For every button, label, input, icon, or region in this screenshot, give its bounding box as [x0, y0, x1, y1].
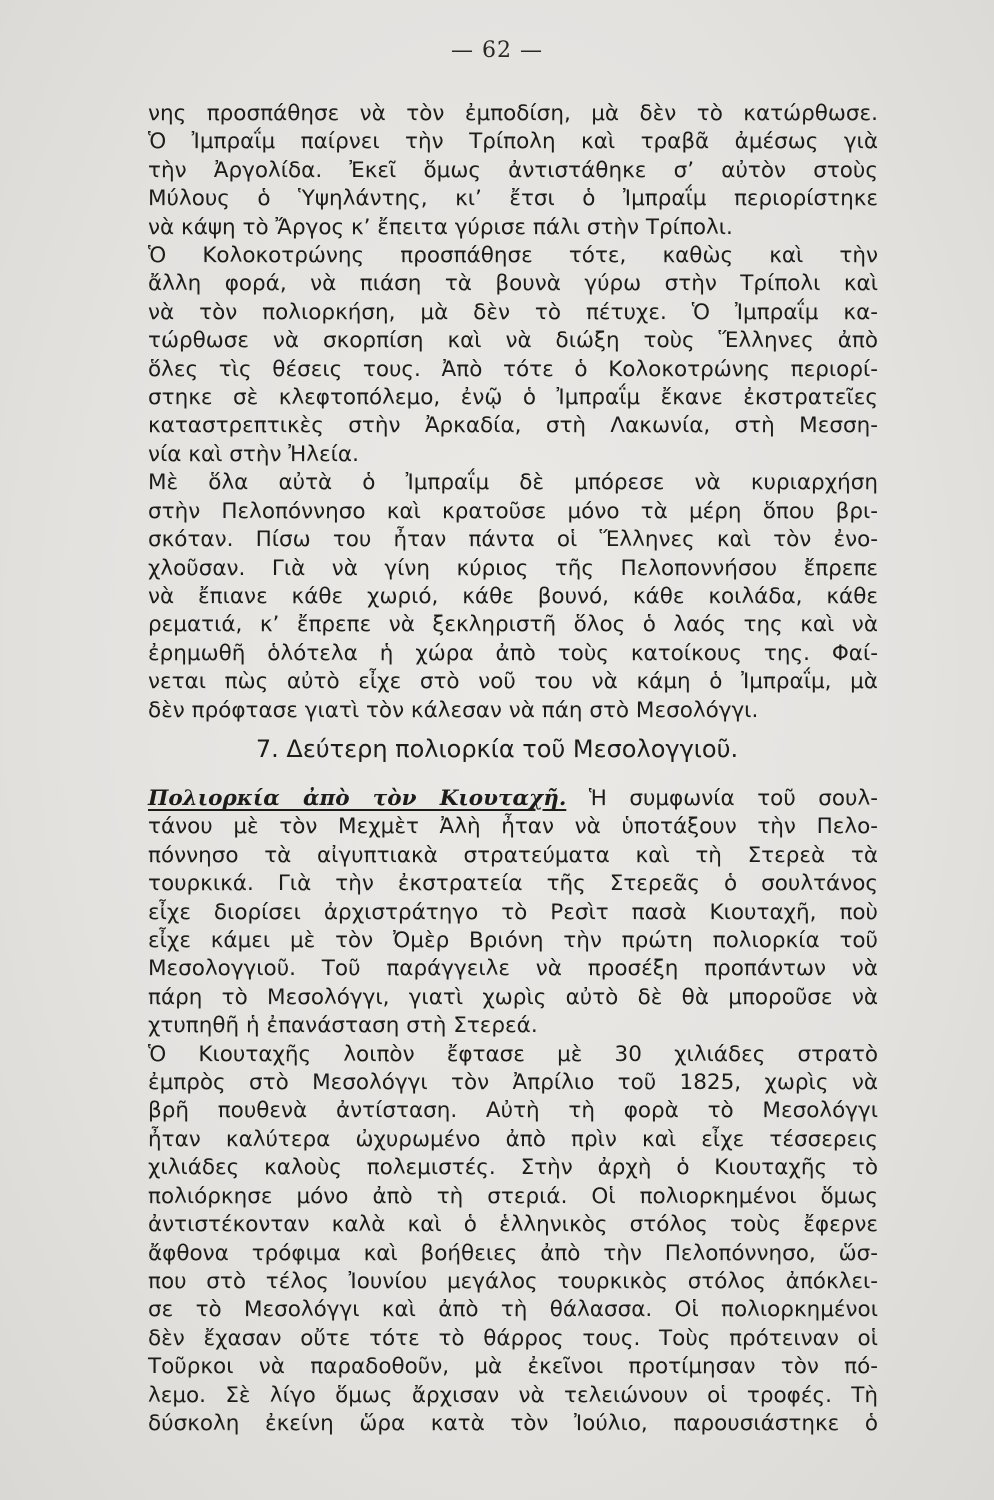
text-line: ἄλλη φορά, νὰ πιάση τὰ βουνὰ γύρω στὴν Τρίπολι καὶ [148, 271, 878, 297]
text-line: χτυπηθῆ ἡ ἐπανάσταση στὴ Στερεά. [148, 1013, 538, 1039]
section-lead: Πολιορκία ἀπὸ τὸν Κιουταχῆ. [148, 786, 567, 811]
section-2-text [148, 785, 878, 1438]
text-line: τὴν Ἀργολίδα. Ἐκεῖ ὅμως ἀντιστάθηκε σ’ αὐτὸν στοὺς [148, 157, 878, 183]
text-line: τουρκικά. Γιὰ τὴν ἐκστρατεία τῆς Στερεᾶς ὁ σουλτάνος [148, 871, 878, 897]
text-line: δὲν πρόφτασε γιατὶ τὸν κάλεσαν νὰ πάη στὸ Μεσολόγγι. [148, 697, 759, 723]
text-line: στηκε σὲ κλεφτοπόλεμο, ἐνῷ ὁ Ἰμπραΐμ ἔκανε ἐκστρατεῖες [148, 385, 878, 411]
text-line: σε τὸ Μεσολόγγι καὶ ἀπὸ τὴ θάλασσα. Οἱ πολιορκημένοι [148, 1297, 878, 1323]
text-line: νὰ ἔπιανε κάθε χωριό, κάθε βουνό, κάθε κοιλάδα, κάθε [148, 583, 878, 609]
text-line: εἶχε διορίσει ἀρχιστράτηγο τὸ Ρεσὶτ πασὰ Κιουταχῆ, ποὺ [148, 899, 878, 925]
text-line: νὰ κάψη τὸ Ἄργος κ’ ἔπειτα γύρισε πάλι στὴν Τρίπολι. [148, 214, 733, 240]
text-line: Μὲ ὅλα αὐτὰ ὁ Ἰμπραΐμ δὲ μπόρεσε νὰ κυριαρχήση [148, 470, 878, 496]
text-line: χλοῦσαν. Γιὰ νὰ γίνη κύριος τῆς Πελοποννήσου ἔπρεπε [148, 555, 878, 581]
text-line: Ὁ Κιουταχῆς λοιπὸν ἔφτασε μὲ 30 χιλιάδες στρατὸ [148, 1041, 878, 1067]
text-line: Μύλους ὁ Ὑψηλάντης, κι’ ἔτσι ὁ Ἰμπραΐμ περιορίστηκε [148, 186, 878, 212]
text-line: νεται πὼς αὐτὸ εἶχε στὸ νοῦ του νὰ κάμη ὁ Ἰμπραΐμ, μὰ [148, 669, 878, 695]
text-line: ρεματιά, κ’ ἔπρεπε νὰ ξεκληριστῆ ὅλος ὁ λαός της καὶ νὰ [148, 612, 878, 638]
text-line: που στὸ τέλος Ἰουνίου μεγάλος τουρκικὸς στόλος ἀπόκλει- [148, 1268, 878, 1294]
text-line [148, 785, 878, 813]
text-line: ἦταν καλύτερα ὠχυρωμένο ἀπὸ πρὶν καὶ εἶχε τέσσερεις [148, 1126, 878, 1152]
text-line: τώρθωσε νὰ σκορπίση καὶ νὰ διώξη τοὺς Ἕλληνες ἀπὸ [148, 328, 878, 354]
text-line: νης προσπάθησε νὰ τὸν ἐμποδίση, μὰ δὲν τὸ κατώρθωσε. [148, 101, 878, 126]
text-line: λεμο. Σὲ λίγο ὅμως ἄρχισαν νὰ τελειώνουν οἱ τροφές. Τὴ [148, 1382, 878, 1408]
text-line: Τοῦρκοι νὰ παραδοθοῦν, μὰ ἐκεῖνοι προτίμησαν τὸν πό- [148, 1354, 878, 1380]
section-heading: 7. Δεύτερη πολιορκία τοῦ Μεσολογγιοῦ. [255, 735, 739, 763]
text-line: βρῆ πουθενὰ ἀντίσταση. Αὐτὴ τὴ φορὰ τὸ Μεσολόγγι [148, 1098, 878, 1124]
text-line: δὲν ἔχασαν οὔτε τότε τὸ θάρρος τους. Τοὺς πρότειναν οἱ [148, 1325, 878, 1351]
text-line: πάρη τὸ Μεσολόγγι, γιατὶ χωρὶς αὐτὸ δὲ θὰ μποροῦσε νὰ [148, 984, 878, 1010]
text-line: δύσκολη ἐκείνη ὥρα κατὰ τὸν Ἰούλιο, παρουσιάστηκε ὁ [148, 1410, 878, 1436]
text-line: πόννησο τὰ αἰγυπτιακὰ στρατεύματα καὶ τὴ Στερεὰ τὰ [148, 842, 878, 868]
text-line: καταστρεπτικὲς στὴν Ἀρκαδία, στὴ Λακωνία, στὴ Μεσση- [148, 413, 878, 439]
text-line: Ὁ Ἰμπραΐμ παίρνει τὴν Τρίπολη καὶ τραβᾶ ἀμέσως γιὰ [148, 129, 878, 155]
text-line: πολιόρκησε μόνο ἀπὸ τὴ στεριά. Οἱ πολιορκημένοι ὅμως [148, 1183, 878, 1209]
text-line: νὰ τὸν πολιορκήση, μὰ δὲν τὸ πέτυχε. Ὁ Ἰμπραΐμ κα- [148, 299, 878, 325]
text-line: Ὁ Κολοκοτρώνης προσπάθησε τότε, καθὼς καὶ τὴν [148, 243, 878, 269]
page-number: — 62 — [451, 38, 543, 63]
lead-rest: Ἡ συμφωνία τοῦ σουλ- [566, 786, 878, 811]
text-line: σκόταν. Πίσω του ἦταν πάντα οἱ Ἕλληνες καὶ τὸν ἐνο- [148, 527, 878, 553]
text-line: ἐμπρὸς στὸ Μεσολόγγι τὸν Ἀπρίλιο τοῦ 1825, χωρὶς νὰ [148, 1070, 878, 1096]
text-line: στὴν Πελοπόννησο καὶ κρατοῦσε μόνο τὰ μέρη ὅπου βρι- [148, 498, 878, 524]
text-line: νία καὶ στὴν Ἠλεία. [148, 441, 359, 467]
text-line: ἄφθονα τρόφιμα καὶ βοήθειες ἀπὸ τὴν Πελοπόννησο, ὥσ- [148, 1240, 878, 1266]
section-1-text [148, 100, 878, 725]
text-line: ἀντιστέκονταν καλὰ καὶ ὁ ἑλληνικὸς στόλος τοὺς ἔφερνε [148, 1212, 878, 1238]
text-line: τάνου μὲ τὸν Μεχμὲτ Ἀλὴ ἦταν νὰ ὑποτάξουν τὴν Πελο- [148, 814, 878, 840]
text-line: Μεσολογγιοῦ. Τοῦ παράγγειλε νὰ προσέξη προπάντων νὰ [148, 956, 878, 982]
text-line: εἶχε κάμει μὲ τὸν Ὀμὲρ Βριόνη τὴν πρώτη πολιορκία τοῦ [148, 928, 878, 954]
text-line: ὅλες τὶς θέσεις τους. Ἀπὸ τότε ὁ Κολοκοτρώνης περιορί- [148, 356, 878, 382]
text-line: χιλιάδες καλοὺς πολεμιστές. Στὴν ἀρχὴ ὁ Κιουταχῆς τὸ [148, 1155, 878, 1181]
text-line: ἐρημωθῆ ὁλότελα ἡ χώρα ἀπὸ τοὺς κατοίκους της. Φαί- [148, 640, 878, 666]
